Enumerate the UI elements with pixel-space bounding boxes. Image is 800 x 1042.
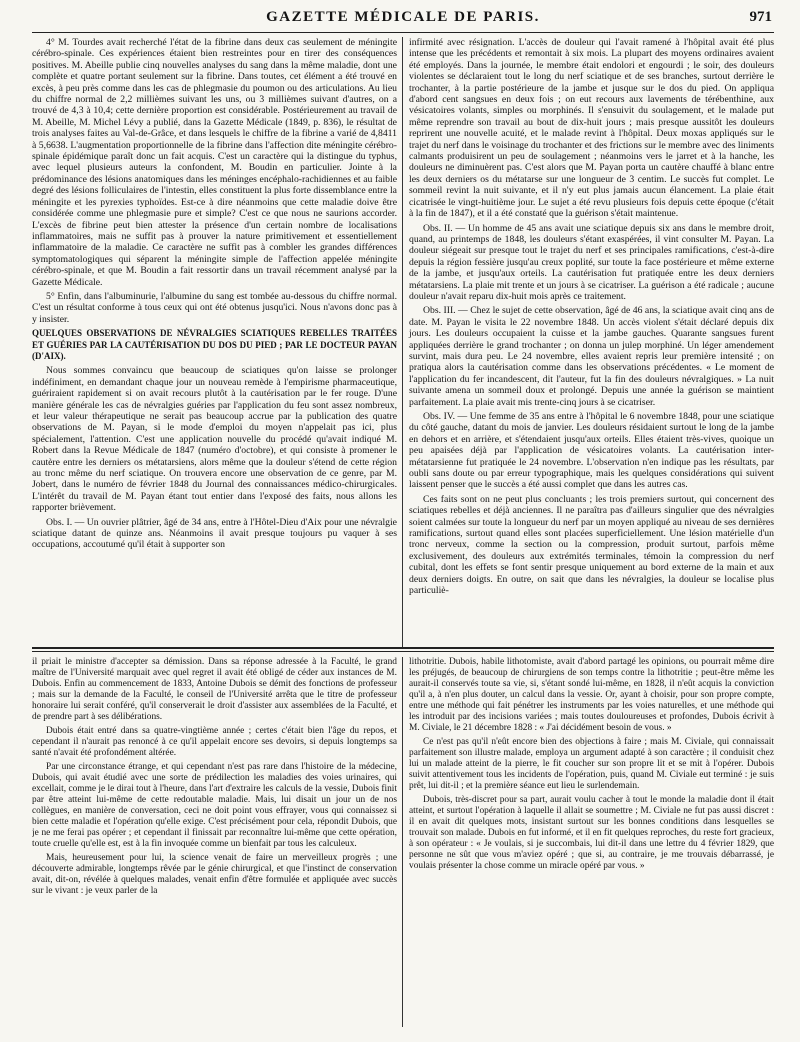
paragraph-conclusion: Ces faits sont on ne peut plus concluants ; les trois premiers surtout, qui concernent des sciatiques rebelles et déjà anciennes. Il ne paraîtra pas d'ailleurs singulier que des névralgies soient calmées sur toute la longueur du nerf par un moyen appliqué au niveau de ses dernières ramifications, surtout quand elles sont placées superficiellement. Une lésion matérielle d'un tronc nerveux, comme la section ou la compression, produit surtout, parfois même exclusivement, des douleurs aux extrémités terminales, témoin la compression du nerf cubital, dont les effets se font sentir presque uniquement au bord externe de la main et aux deux derniers doigts. En outre, on sait que dans les névralgies, la douleur se localise plus particuliè-	[409, 493, 774, 597]
feuilleton-left-column	[32, 657, 403, 1027]
article-heading: QUELQUES OBSERVATIONS DE NÉVRALGIES SCIATIQUES REBELLES TRAITÉES ET GUÉRIES PAR LA CAUTÉRISATION DU DOS DU PIED ; PAR LE DOCTEUR PAYAN (D'AIX).	[32, 328, 397, 361]
paragraph-obs-1-continued: infirmité avec résignation. L'accès de douleur qui l'avait ramené à l'hôpital avait été plus intense que les précédents et remontait à six mois. La plupart des moyens ordinaires avaient été employés. Dans la journée, le membre était endolori et engourdi ; le soir, des douleurs violentes se déclaraient tout le long du nerf sciatique et de ses branches, surtout derrière le trochanter, à la partie postérieure de la jambe et jusque sur le dos du pied. On appliqua d'abord cent sangsues en deux fois ; on eut recours aux lavements de térébenthine, aux vésicatoires volants, simples ou morphinés. Il s'ensuivit du soulagement, et le malade put même reprendre son travail au bout de dix-huit jours ; mais presque aussitôt les douleurs reprirent une nouvelle acuité, et le malade revint à l'hôpital. Deux moxas appliqués sur le trajet du nerf dans le voisinage du trochanter et des frictions sur le membre avec des liniments calmants produisirent un peu de soulagement ; néanmoins vers le jarret et à la hanche, les douleurs ne diminuèrent pas. C'est alors que M. Payan porta un cautère chauffé à blanc entre les deux derniers os du métatarse sur une longueur de 3 centim. Le succès fut complet. Le sommeil revint la nuit suivante, et il n'y eut plus jamais aucun élancement. La plaie était cicatrisée le vingt-huitième jour. Le sujet a été revu plusieurs fois depuis cette époque (c'était à la fin de 1847), et il a été constaté que la guérison s'était maintenue.	[409, 37, 774, 220]
article-section	[32, 37, 774, 647]
feuilleton-paragraph: il priait le ministre d'accepter sa démission. Dans sa réponse adressée à la Faculté, le grand maître de l'Université marquait avec quel regret il avait été obligé de céder aux instances de M. Dubois. Enfin au commencement de 1833, Antoine Dubois se démit des fonctions de professeur ; mais sur la demande de la Faculté, le conseil de l'Université arrêta que le titre de professeur honoraire lui serait conféré, qu'il conserverait le droit d'assister aux assemblées de la Faculté, et de prendre part à ses délibérations.	[32, 657, 397, 722]
paragraph-obs-2: Obs. II. — Un homme de 45 ans avait une sciatique depuis six ans dans le membre droit, quand, au printemps de 1848, les douleurs s'étant exaspérées, il vint consulter M. Payan. La douleur siégeait sur presque tout le trajet du nerf et ses principales ramifications, c'est-à-dire depuis la région fessière jusqu'au creux poplité, sur toute la face postérieure et même externe de la jambe, et jusqu'aux orteils. La cautérisation fut pratiquée entre les deux derniers métatarsiens. La plaie mit trente et un jours à se cicatriser. La guérison a été radicale ; aucune douleur n'avait reparu dix-huit mois après ce traitement.	[409, 222, 774, 302]
feuilleton-right-column	[403, 657, 774, 1027]
article-right-column	[403, 37, 774, 647]
feuilleton-paragraph: Ce n'est pas qu'il n'eût encore bien des objections à faire ; mais M. Civiale, qui connaissait parfaitement son illustre malade, employa un argument adapté à son caractère ; il conduisit chez lui un malade atteint de la pierre, le fit coucher sur son propre lit et se mit à l'opérer. Dubois suivit attentivement tous les incidents de l'opération, puis, quand M. Civiale eut terminé : je suis prêt, lui dit-il ; et la première séance eut lieu le surlendemain.	[409, 737, 774, 791]
paragraph-obs-3: Obs. III. — Chez le sujet de cette observation, âgé de 46 ans, la sciatique avait cinq ans de date. M. Payan le visita le 22 novembre 1848. Un accès violent s'était déclaré depuis dix jours. Les douleurs occupaient la cuisse et la jambe gauches. Quarante sangsues furent appliquées derrière le grand trochanter ; on donna un julep morphiné. Un léger amendement survint, mais dura peu. Le 24 novembre, elles avaient repris leur première intensité ; on pratiqua alors la cautérisation comme dans les observations précédentes. « Le moment de l'application du fer incandescent, dit l'auteur, fut la fin des douleurs névralgiques. » La nuit suivante amena un sommeil doux et prolongé. Depuis une année la guérison se maintient parfaitement. La plaie avait mis trente-cinq jours à se cicatriser.	[409, 305, 774, 408]
paragraph-obs-4: Obs. IV. — Une femme de 35 ans entre à l'hôpital le 6 novembre 1848, pour une sciatique du côté gauche, datant du mois de janvier. Les douleurs résidaient surtout le long de la jambe en dehors et en arrière, et s'étendaient jusqu'aux orteils. Elles étaient très-vives, quoique un peu apaisées déjà par l'application de vésicatoires volants. La cautérisation inter-métatarsienne fut pratiquée le 24 novembre. L'observation n'en indique pas les résultats, par oubli sans doute ou par erreur typographique, mais les quelques considérations qui suivent laissent penser que le succès a été aussi complet que dans les autres cas.	[409, 411, 774, 491]
page-header	[32, 0, 774, 33]
feuilleton-paragraph: Mais, heureusement pour lui, la science venait de faire un merveilleux progrès ; une découverte admirable, longtemps rêvée par le génie chirurgical, et que l'instinct de conservation avait, dit-on, révélée à quelques malades, venait enfin d'être formulée et appliquée avec succès sur le vivant : je veux parler de la	[32, 853, 397, 896]
paragraph-intro: Nous sommes convaincu que beaucoup de sciatiques qu'on laisse se prolonger indéfiniment, en demandant chaque jour un nouveau remède à l'empirisme pharmaceutique, guériraient rapidement si on avait recours plutôt à la cautérisation par le fer rouge. D'une manière générale les cas de névralgies guéries par l'application du feu sont assez nombreux, et leur valeur thérapeutique ne serait pas beaucoup accrue par la publication des quatre observations de M. Payan, si le mode d'emploi du moyen n'appelait pas ici, plus spécialement, l'attention. C'est une application nouvelle du procédé qu'avait indiqué M. Robert dans la Revue Médicale de 1847 (numéro d'octobre), et qui consiste à promener le cautère entre les derniers os métatarsiens, alors même que la douleur s'étend de cette région au tronc même du nerf sciatique. On trouvera encore une observation de ce genre, par M. Jobert, dans le numéro de février 1848 du Journal des connaissances médico-chirurgicales. L'intérêt du travail de M. Payan étant tout entier dans l'exposé des faits, nous allons les rapporter brièvement.	[32, 365, 397, 514]
feuilleton-paragraph: Dubois était entré dans sa quatre-vingtième année ; certes c'était bien l'âge du repos, et cependant il n'aurait pas renoncé à ce qu'il appelait encore ses devoirs, si depuis longtemps sa santé n'avait été profondément altérée.	[32, 726, 397, 758]
feuilleton-paragraph: Par une circonstance étrange, et qui cependant n'est pas rare dans l'histoire de la médecine, Dubois, qui avait étudié avec une sorte de prédilection les maladies des voies urinaires, qui excellait, comme je le dirai tout à l'heure, dans l'art d'extraire les calculs de la vessie, Dubois finit par être atteint lui-même de cette redoutable maladie. Mais, lui disait un jour un de nos collègues, en manière de conversation, ceci ne doit point vous effrayer, vous qui connaissez si bien cette maladie et l'opération qu'elle exige. C'est précisément pour cela, répondit Dubois, que je ne me ferai pas opérer ; et cependant il finissait par reconnaître lui-même que cette opération, toute cruelle qu'elle est, est à la fin invoquée comme un bienfait par tous les calculeux.	[32, 762, 397, 849]
feuilleton-section	[32, 657, 774, 1027]
feuilleton-paragraph: lithotritie. Dubois, habile lithotomiste, avait d'abord partagé les opinions, ou pourrait même dire les préjugés, de beaucoup de chirurgiens de son temps contre la lithotritie ; peut-être même les aurait-il conservés toute sa vie, si, s'étant sondé lui-même, en 1828, il n'eût acquis la conviction qu'il a, à n'en plus douter, un calcul dans la vessie. Or, ayant à choisir, pour son propre compte, entre une méthode qui fait pénétrer les instruments par les voies naturelles, et une méthode qui les introduit par des incisions variées ; mais toutes douloureuses et profondes, Dubois écrivit à M. Civiale, le 21 décembre 1828 : « J'ai décidément besoin de vous. »	[409, 657, 774, 733]
paragraph-obs-1: Obs. I. — Un ouvrier plâtrier, âgé de 34 ans, entre à l'Hôtel-Dieu d'Aix pour une névralgie sciatique datant de quinze ans. Néanmoins il avait presque toujours pu vaquer à ses occupations, accoutumé qu'il était à supporter son	[32, 516, 397, 551]
feuilleton-divider	[32, 647, 774, 652]
paragraph-albuminurie: 5° Enfin, dans l'albuminurie, l'albumine du sang est tombée au-dessous du chiffre normal. C'est un résultat conforme à tous ceux qui ont été obtenus jusqu'ici. Nous n'avons donc pas à y insister.	[32, 290, 397, 325]
journal-title: GAZETTE MÉDICALE DE PARIS.	[266, 9, 540, 25]
page-number: 971	[749, 9, 772, 25]
article-left-column	[32, 37, 403, 647]
feuilleton-paragraph: Dubois, très-discret pour sa part, aurait voulu cacher à tout le monde la maladie dont il était atteint, et surtout l'opération à laquelle il allait se soumettre ; M. Civiale ne fut pas aussi discret : il en avait dit quelques mots, insistant surtout sur les bonnes conditions dans lesquelles se trouvait son malade. Dubois en fut informé, et il en fit quelques reproches, du reste fort gracieux, à son opérateur : « Je voulais, si je succombais, lui dit-il dans une lettre du 4 février 1829, que personne ne sût que vous m'aviez opéré ; que si, au contraire, je me trouvais débarrassé, je voulais présenter la chose comme un miracle opéré par vous. »	[409, 795, 774, 871]
paragraph-fibrine: 4° M. Tourdes avait recherché l'état de la fibrine dans deux cas seulement de méningite cérébro-spinale. Ces expériences étaient bien restreintes pour en tirer des conséquences positives. M. Abeille publie cinq nouvelles analyses du sang dans la même maladie, dont une complète et quatre portant seulement sur la fibrine. Dans toutes, cet élément a été trouvé en excès, à peu près comme dans les cas de phlegmasie du poumon ou des articulations. Au lieu du chiffre normal de 2,2 millièmes suivant les uns, ou 3 millièmes suivant d'autres, on a trouvé de 4,3 à 10,4; cette dernière proportion est considérable. Postérieurement au travail de M. Abeille, M. Michel Lévy a publié, dans la Gazette Médicale (1849, p. 836), le résultat de trois analyses faites au Val-de-Grâce, et dans lesquels le chiffre de la fibrine a varié de 4,8411 à 5,6638. L'augmentation proportionnelle de la fibrine dans l'affection dite méningite cérébro-spinale épidémique paraît donc un fait acquis. C'est un caractère qui la distingue du typhus, avec lequel plusieurs auteurs la confondent, M. Boudin en particulier. Jointe à la prédominance des lésions anatomiques dans les méninges encéphalo-rachidiennes et au faible degré des lésions folliculaires de l'intestin, elles constituent la plus forte dissemblance entre la méningite et les pyrexies typhoïdes. Est-ce à dire néanmoins que cette maladie doive être considérée comme une phlegmasie pure et simple? C'est ce que nous ne saurions accorder. L'excès de fibrine peut bien attester la présence d'un certain nombre de localisations inflammatoires, mais ne suffit pas à prouver la nature primitivement et essentiellement inflammatoire de la maladie. Ce caractère ne suffit pas à combler les grandes différences symptomatologiques qui séparent la méningite simple de l'affection appelée méningite cérébro-spinale, et que M. Boudin a fait ressortir dans un travail récemment analysé par la Gazette Médicale.	[32, 37, 397, 288]
